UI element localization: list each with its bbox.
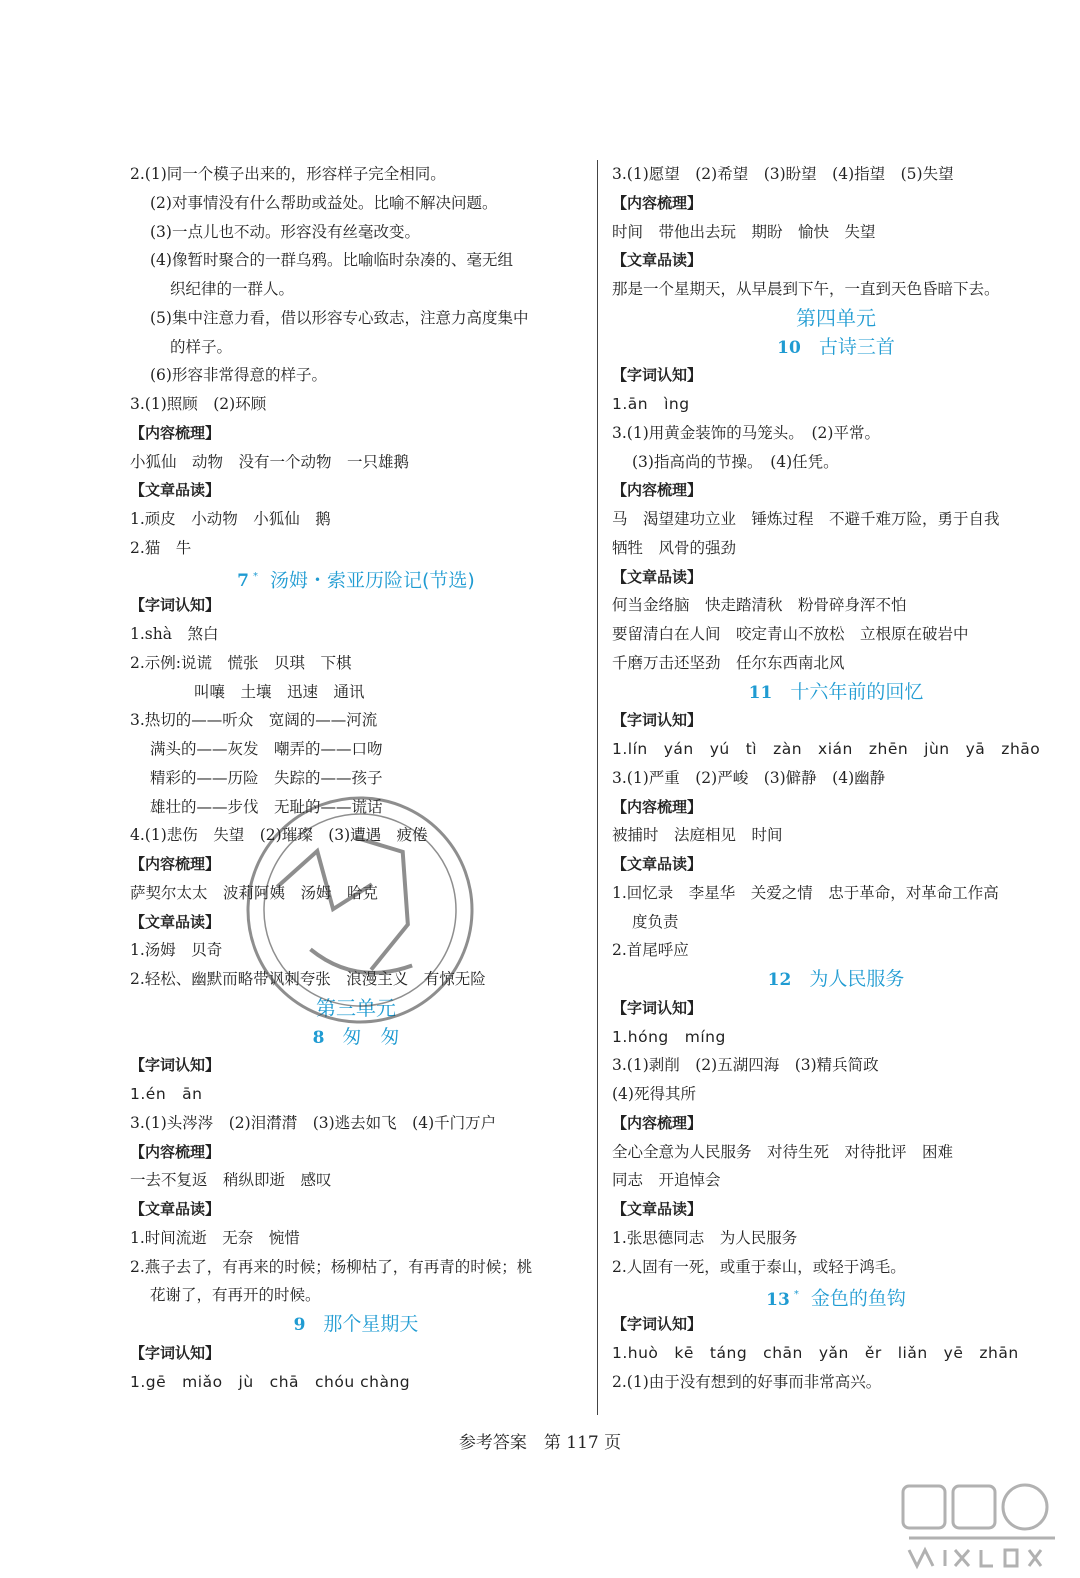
answer-line: (3)一点儿也不动。形容没有丝毫改变。 [150, 222, 420, 241]
answer-line: 3.(1)剥削 (2)五湖四海 (3)精兵简政 [612, 1056, 879, 1075]
lesson-number: 10 [777, 337, 801, 358]
answer-line: 2.燕子去了，有再来的时候；杨柳枯了，有再青的时候；桃 [130, 1257, 533, 1276]
left-column [130, 160, 582, 1396]
answer-line: 3.(1)头涔涔 (2)泪潸潸 (3)逃去如飞 (4)千门万户 [130, 1113, 497, 1132]
answer-line: (4)像暂时聚合的一群乌鸦。比喻临时杂凑的、毫无组 [150, 251, 513, 270]
answer-line: 1.回忆录 李星华 关爱之情 忠于革命，对革命工作高 [612, 883, 999, 902]
answer-line: (6)形容非常得意的样子。 [150, 366, 327, 385]
section-label: 【字词认知】 [130, 1056, 221, 1075]
answer-line: 何当金络脑 快走踏清秋 粉骨碎身浑不怕 [612, 596, 907, 615]
answer-line: 2.轻松、幽默而略带讽刺夸张 浪漫主义 有惊无险 [130, 970, 486, 988]
answer-line: (5)集中注意力看，借以形容专心致志，注意力高度集中 [150, 308, 529, 327]
lesson-title: 那个星期天 [323, 1313, 419, 1335]
answer-line: 同志 开追悼会 [612, 1171, 721, 1190]
section-label: 【文章品读】 [130, 1200, 221, 1218]
answer-line: 被捕时 法庭相见 时间 [612, 826, 783, 845]
answer-line: 要留清白在人间 咬定青山不放松 立根原在破岩中 [612, 625, 969, 643]
section-label: 【文章品读】 [612, 1200, 703, 1218]
answer-line: 3.(1)愿望 (2)希望 (3)盼望 (4)指望 (5)失望 [612, 165, 954, 183]
answer-line: 3.(1)照顾 (2)环顾 [130, 395, 267, 413]
lesson-title: 金色的鱼钩 [810, 1287, 906, 1310]
section-label: 【字词认知】 [612, 998, 703, 1017]
answer-line: 全心全意为人民服务 对待生死 对待批评 困难 [612, 1142, 954, 1161]
section-label: 【字词认知】 [612, 366, 703, 385]
answer-line: 3.(1)用黄金装饰的马笼头。 (2)平常。 [612, 423, 880, 442]
section-label: 【文章品读】 [130, 912, 221, 931]
answer-line: 1.gē miǎo jù chā chóu chàng [130, 1372, 411, 1391]
answer-line: 1.hóng míng [612, 1027, 726, 1046]
answer-line: 那是一个星期天，从早晨到下午，一直到天色昏暗下去。 [612, 280, 1000, 298]
answer-line: (2)对事情没有什么帮助或益处。比喻不解决问题。 [150, 193, 498, 212]
watermark-logo [895, 1478, 1065, 1573]
section-label: 【内容梳理】 [612, 193, 703, 212]
lesson-title: 古诗三首 [818, 335, 895, 358]
lesson-number: 13 [766, 1289, 790, 1310]
answer-line: 小狐仙 动物 没有一个动物 一只雄鹅 [130, 452, 410, 471]
lesson-star: * [253, 570, 258, 582]
answer-line: 2.示例:说谎 慌张 贝琪 下棋 [130, 653, 352, 672]
page-footer: 参考答案 第 117 页 [458, 1433, 622, 1453]
lesson-heading [612, 333, 1060, 362]
answer-line: 1.时间流逝 无奈 惋惜 [130, 1228, 300, 1247]
answer-line: 马 渴望建功立业 锤炼过程 不避千难万险，勇于自我 [612, 510, 1000, 528]
lesson-number: 9 [293, 1315, 306, 1335]
section-label: 【内容梳理】 [130, 1142, 221, 1161]
answer-line: 2.首尾呼应 [612, 941, 689, 960]
answer-line: 1.shà 煞白 [130, 625, 219, 643]
answer-line: 3.(1)严重 (2)严峻 (3)僻静 (4)幽静 [612, 768, 886, 787]
section-label: 【字词认知】 [130, 1343, 221, 1362]
section-label: 【文章品读】 [612, 567, 703, 586]
answer-line: (3)指高尚的节操。 (4)任凭。 [632, 452, 839, 471]
section-label: 【字词认知】 [612, 1315, 703, 1333]
answer-line: 1.ān ìng [612, 395, 690, 413]
section-label: 【字词认知】 [612, 711, 703, 730]
lesson-title: 汤姆・索亚历险记(节选) [270, 568, 475, 591]
answer-line: 2.猫 牛 [130, 538, 192, 557]
right-column [612, 160, 1060, 1396]
unit-title: 第三单元 [316, 995, 396, 1020]
answer-line: 度负责 [632, 912, 679, 931]
answer-line: 1.lín yán yú tì zàn xián zhēn jùn yā zhāo [612, 740, 1041, 758]
lesson-heading [130, 563, 582, 592]
lesson-title: 为人民服务 [809, 968, 905, 990]
lesson-number: 11 [748, 682, 773, 703]
answer-line: 1.张思德同志 为人民服务 [612, 1228, 798, 1247]
lesson-heading [612, 965, 1060, 994]
answer-line: 4.(1)悲伤 失望 (2)璀璨 (3)遭遇 疲倦 [130, 826, 428, 845]
lesson-number: 7 [237, 570, 249, 591]
answer-line: 萨契尔太太 波莉阿姨 汤姆 哈克 [130, 883, 379, 902]
section-label: 【内容梳理】 [130, 855, 221, 873]
lesson-heading [130, 1310, 582, 1339]
answer-line: 牺牲 风骨的强劲 [612, 538, 737, 557]
column-divider [597, 160, 598, 1415]
lesson-number: 8 [312, 1027, 325, 1048]
lesson-heading [612, 1281, 1060, 1310]
section-label: 【内容梳理】 [612, 1113, 703, 1132]
section-label: 【文章品读】 [130, 481, 221, 500]
answer-line: 2.人固有一死，或重于泰山，或轻于鸿毛。 [612, 1257, 906, 1276]
answer-line: 1.顽皮 小动物 小狐仙 鹅 [130, 510, 331, 528]
lesson-number: 12 [767, 970, 792, 990]
answer-line: 满头的——灰发 嘲弄的——口吻 [150, 740, 383, 758]
answer-line: 3.热切的——听众 宽阔的——河流 [130, 711, 378, 730]
lesson-star: * [793, 1289, 799, 1301]
answer-line: 2.(1)同一个模子出来的，形容样子完全相同。 [130, 165, 446, 183]
answer-line: 雄壮的——步伐 无耻的——谎话 [150, 797, 383, 816]
answer-line: 1.én ān [130, 1085, 203, 1103]
watermark-stamp [230, 780, 490, 1040]
answer-line: 的样子。 [170, 337, 233, 356]
answer-line: 1.huò kē táng chān yǎn ěr liǎn yē zhān [612, 1343, 1019, 1362]
section-label: 【内容梳理】 [612, 797, 703, 816]
lesson-heading [612, 678, 1060, 707]
answer-line: 2.(1)由于没有想到的好事而非常高兴。 [612, 1372, 882, 1391]
answer-line: 1.汤姆 贝奇 [130, 941, 223, 960]
section-label: 【文章品读】 [612, 855, 703, 873]
answer-line: 一去不复返 稍纵即逝 感叹 [130, 1171, 332, 1190]
answer-line: 时间 带他出去玩 期盼 愉快 失望 [612, 222, 876, 241]
answer-line: 精彩的——历险 失踪的——孩子 [150, 768, 383, 787]
section-label: 【内容梳理】 [130, 423, 221, 442]
section-label: 【文章品读】 [612, 251, 703, 270]
answer-line: 花谢了，有再开的时候。 [150, 1286, 321, 1305]
lesson-title: 匆 匆 [342, 1025, 400, 1048]
answer-line: 织纪律的一群人。 [170, 280, 295, 298]
section-label: 【字词认知】 [130, 596, 221, 615]
section-label: 【内容梳理】 [612, 481, 703, 500]
lesson-title: 十六年前的回忆 [790, 680, 924, 703]
answer-line: 叫嚷 土壤 迅速 通讯 [194, 682, 365, 701]
answer-line: 千磨万击还坚劲 任尔东西南北风 [612, 653, 845, 672]
unit-title: 第四单元 [796, 305, 876, 330]
answer-line: (4)死得其所 [612, 1085, 696, 1103]
